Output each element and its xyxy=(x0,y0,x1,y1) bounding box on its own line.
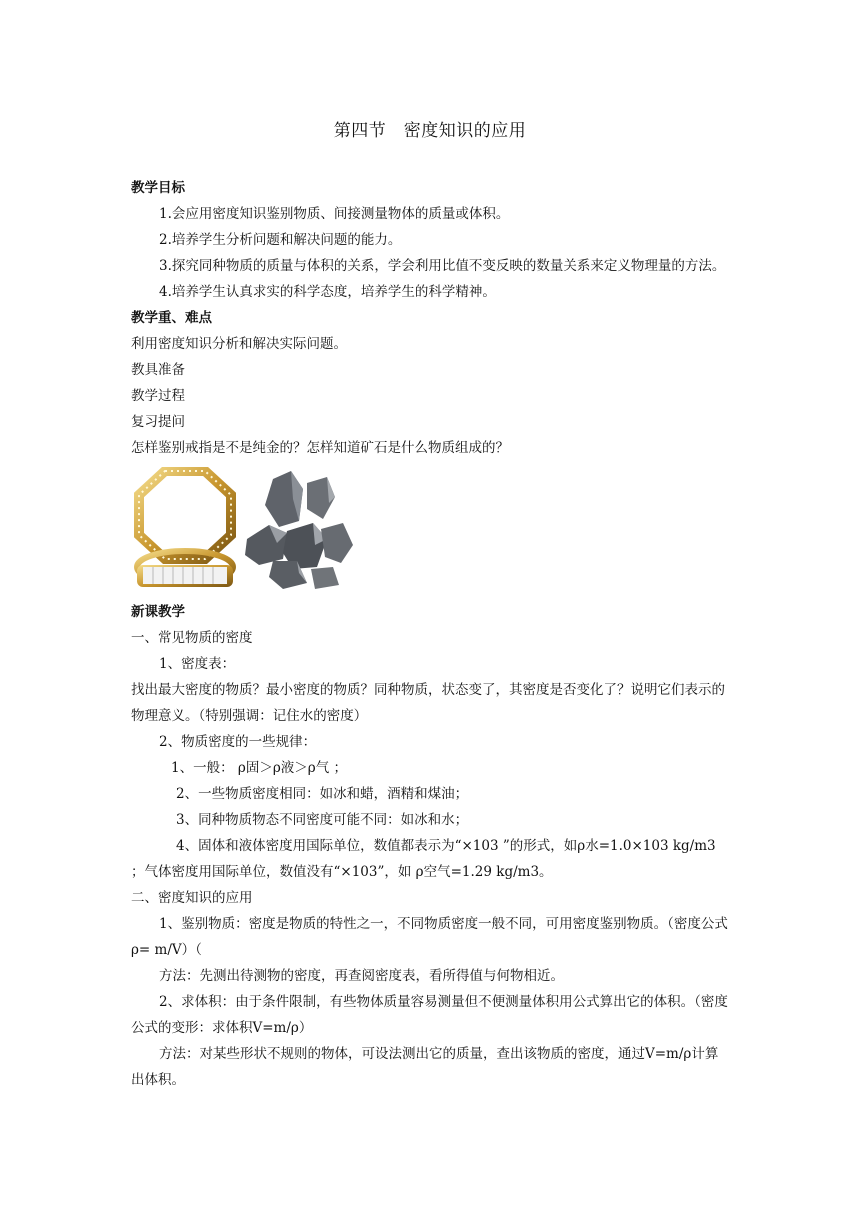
density-rule-3: 3、同种物质物态不同密度可能不同：如冰和水； xyxy=(176,812,469,828)
section-1-heading: 一、常见物质的密度 xyxy=(131,630,253,646)
mineral-ore-image xyxy=(243,469,355,591)
density-rule-2: 2、一些物质密度相同：如冰和蜡，酒精和煤油； xyxy=(176,786,469,802)
heading-review: 复习提问 xyxy=(131,414,185,430)
volume-method: 方法：对某些形状不规则的物体，可设法测出它的质量，查出该物质的密度，通过V=m/ρ计算出体积。 xyxy=(131,1046,719,1088)
illustration-row xyxy=(131,467,731,597)
density-rule-4: 4、固体和液体密度用国际单位，数值都表示为“×103 ”的形式，如ρ水=1.0×103 kg/m3 ；气体密度用国际单位，数值没有“×103”，如 ρ空气=1.29 kg/m3。 xyxy=(131,838,716,880)
heading-key-points: 教学重、难点 xyxy=(131,310,212,326)
identify-method: 方法：先测出待测物的密度，再查阅密度表，看所得值与何物相近。 xyxy=(159,968,564,984)
density-rule-1: 1、一般： ρ固＞ρ液＞ρ气 ； xyxy=(171,760,347,776)
page-title: 第四节 密度知识的应用 xyxy=(333,121,527,141)
review-question: 怎样鉴别戒指是不是纯金的？怎样知道矿石是什么物质组成的？ xyxy=(131,440,509,456)
heading-equipment: 教具准备 xyxy=(131,362,185,378)
key-point-text: 利用密度知识分析和解决实际问题。 xyxy=(131,336,347,352)
goal-item-1: 1.会应用密度知识鉴别物质、间接测量物体的质量或体积。 xyxy=(159,206,510,222)
heading-process: 教学过程 xyxy=(131,388,185,404)
document-body xyxy=(131,175,731,1093)
goal-item-4: 4.培养学生认真求实的科学态度，培养学生的科学精神。 xyxy=(159,284,496,300)
density-table-question: 找出最大密度的物质？最小密度的物质？同种物质，状态变了，其密度是否变化了？说明它们表示的物理意义。（特别强调：记住水的密度） xyxy=(131,682,725,724)
goal-item-3: 3.探究同种物质的质量与体积的关系，学会利用比值不变反映的数量关系来定义物理量的方法。 xyxy=(159,258,726,274)
application-volume: 2、求体积：由于条件限制，有些物体质量容易测量但不便测量体积用公式算出它的体积。（密度公式的变形：求体积V=m/ρ） xyxy=(131,994,728,1036)
gold-diamond-ring-image xyxy=(131,467,239,595)
heading-teaching-goals: 教学目标 xyxy=(131,180,185,196)
goal-item-2: 2.培养学生分析问题和解决问题的能力。 xyxy=(159,232,402,248)
density-rules-heading: 2、物质密度的一些规律： xyxy=(159,734,317,750)
heading-new-lesson: 新课教学 xyxy=(131,604,185,620)
application-identify: 1、鉴别物质：密度是物质的特性之一，不同物质密度一般不同，可用密度鉴别物质。（密度公式ρ= m/V）（ xyxy=(131,916,728,958)
density-table-item: 1、密度表： xyxy=(159,656,236,672)
section-2-heading: 二、密度知识的应用 xyxy=(131,890,253,906)
